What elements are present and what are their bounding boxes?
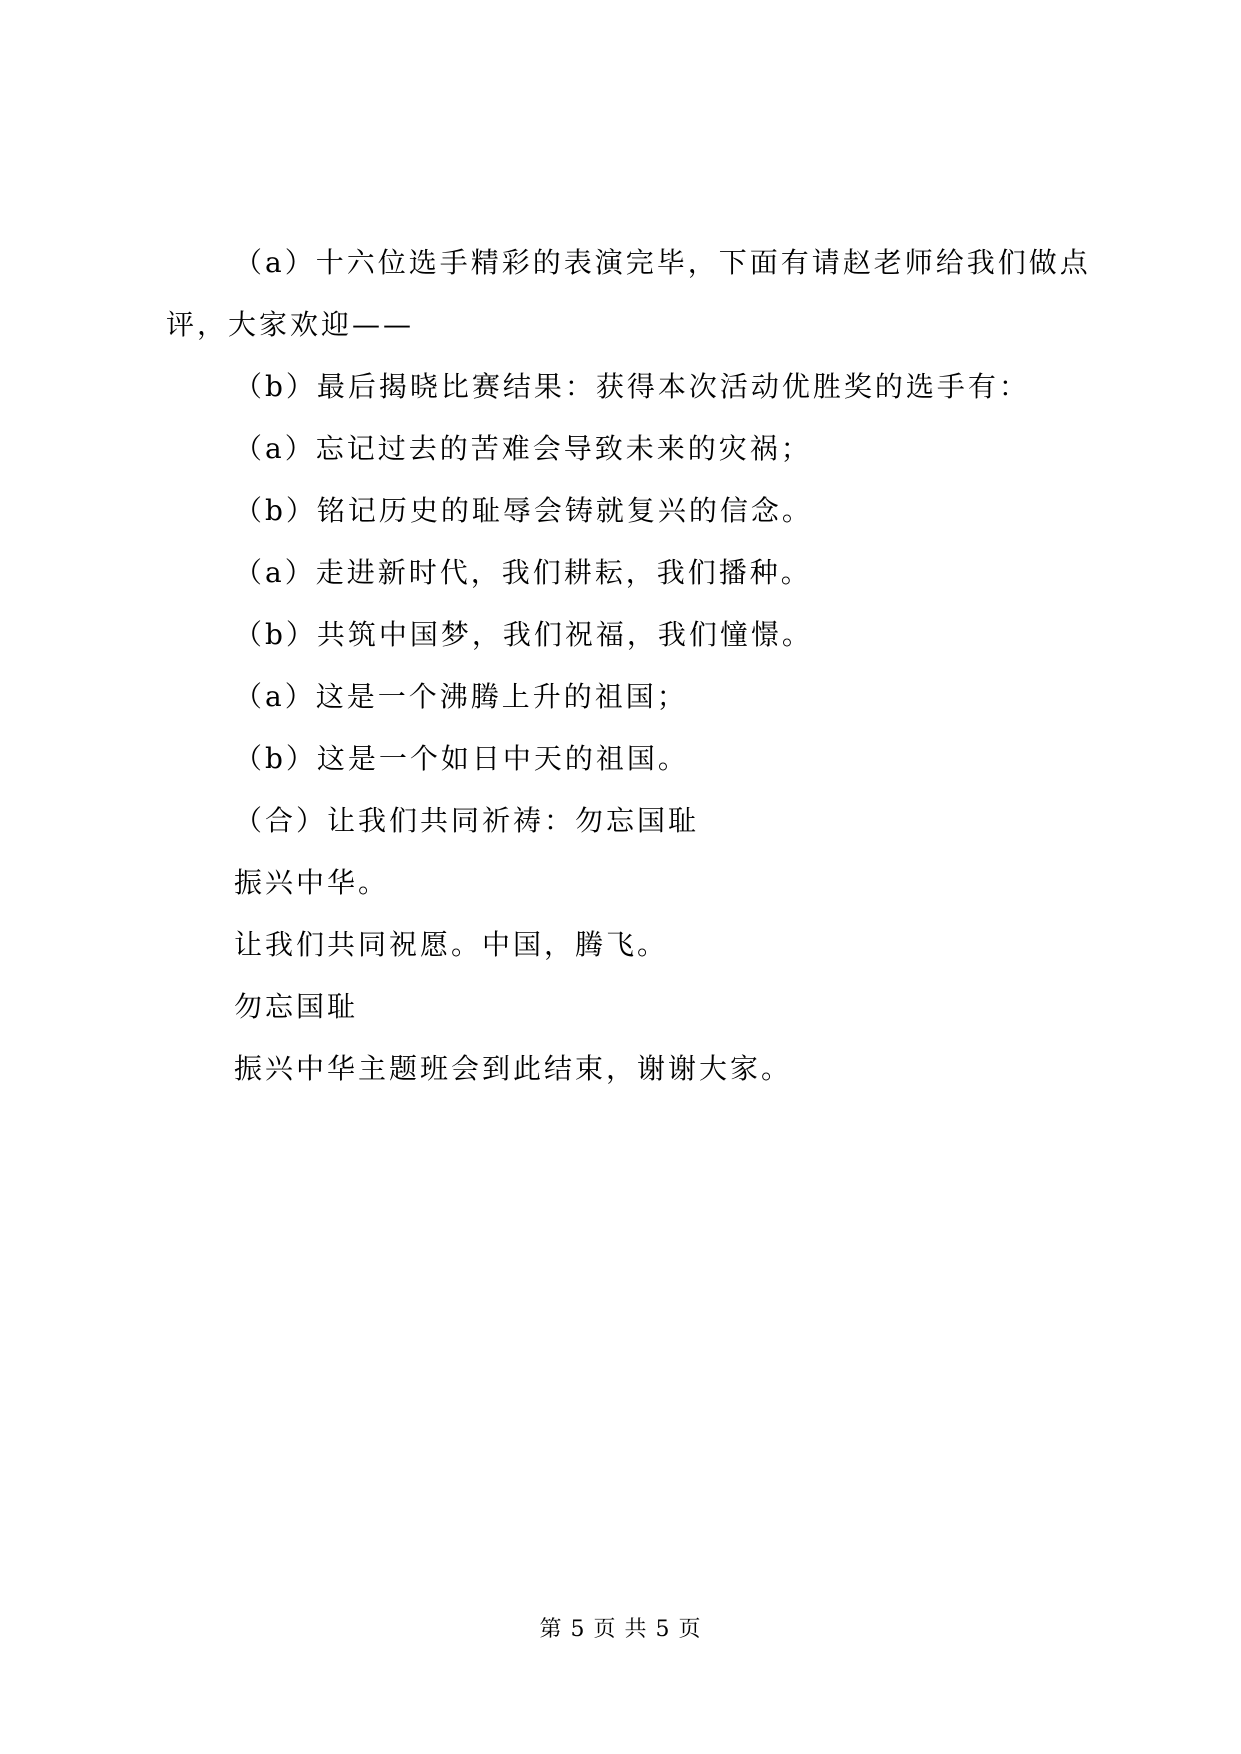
page-number-footer: 第 5 页 共 5 页 bbox=[539, 1617, 702, 1642]
paragraph-13: 振兴中华主题班会到此结束，谢谢大家。 bbox=[234, 1052, 793, 1085]
paragraph-8: （b）这是一个如日中天的祖国。 bbox=[234, 742, 689, 775]
paragraph-1: （a）十六位选手精彩的表演完毕，下面有请赵老师给我们做点评，大家欢迎—— bbox=[166, 246, 1091, 341]
paragraph-2: （b）最后揭晓比赛结果：获得本次活动优胜奖的选手有： bbox=[234, 370, 1030, 403]
paragraph-6: （b）共筑中国梦，我们祝福，我们憧憬。 bbox=[234, 618, 813, 651]
paragraph-12: 勿忘国耻 bbox=[234, 990, 359, 1023]
paragraph-4: （b）铭记历史的耻辱会铸就复兴的信念。 bbox=[234, 494, 813, 527]
paragraph-7: （a）这是一个沸腾上升的祖国； bbox=[234, 680, 688, 713]
paragraph-11: 让我们共同祝愿。中国，腾飞。 bbox=[234, 928, 669, 961]
paragraph-3: （a）忘记过去的苦难会导致未来的灾祸； bbox=[234, 432, 812, 465]
document-body bbox=[166, 232, 1096, 1100]
paragraph-5: （a）走进新时代，我们耕耘，我们播种。 bbox=[234, 556, 812, 589]
paragraph-10: 振兴中华。 bbox=[234, 866, 390, 899]
paragraph-9: （合）让我们共同祈祷：勿忘国耻 bbox=[234, 804, 700, 837]
